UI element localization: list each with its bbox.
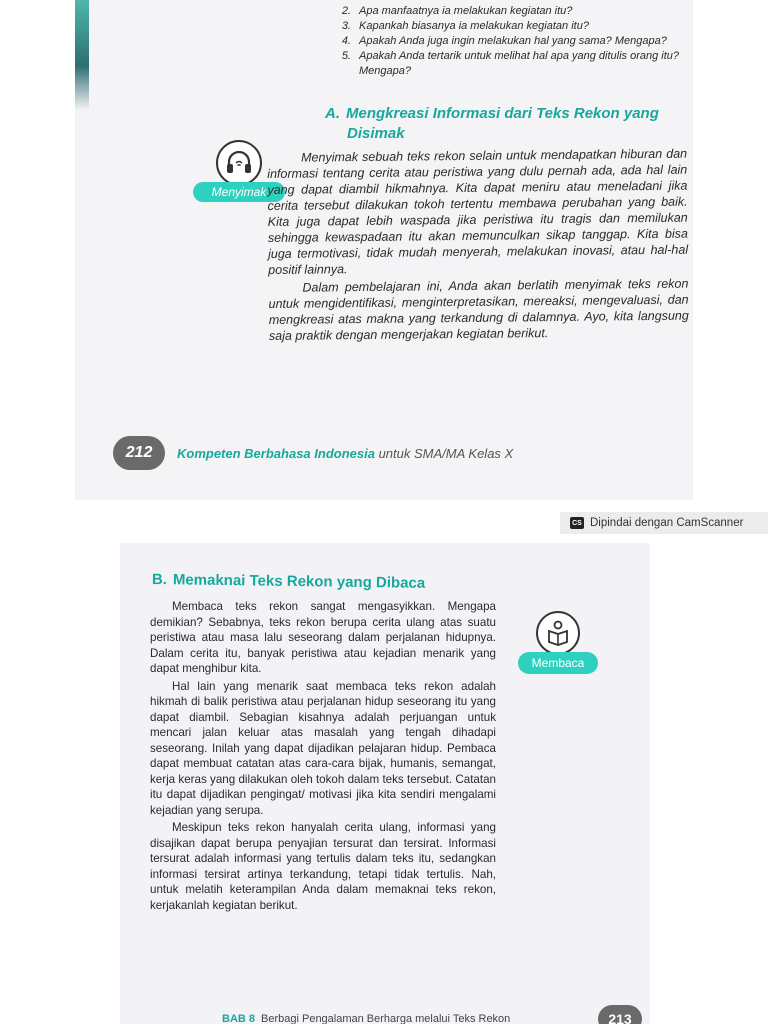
section-a-heading [325,104,693,144]
section-b-body [150,599,496,915]
section-title: Memaknai Teks Rekon yang Dibaca [172,571,426,592]
headphones-icon [216,140,262,186]
paragraph: Membaca teks rekon sangat mengasyikkan. Mengapa demikian? Sebabnya, teks rekon berupa cerita ulang atas suatu peristiwa atau masa lalu seseorang dalam perjalanan hidupnya. Dalam cerita itu, banyak peristiwa atau kejadian menarik yang dapat menghibur kita. [150,600,496,675]
question-item: 5. Apakah Anda tertarik untuk melihat hal apa yang ditulis orang itu? Mengapa? [341,50,680,77]
section-letter: B. [151,571,167,589]
book-reader-icon [536,611,580,655]
page-edge-decoration [75,0,89,110]
menyimak-label: Menyimak [193,182,285,202]
footer-chapter-title: Berbagi Pengalaman Berharga melalui Teks Rekon [261,1013,511,1024]
scanned-page-212 [75,0,693,500]
paragraph: Hal lain yang menarik saat membaca teks rekon adalah hikmah di balik peristiwa atau perjalanan hidup seseorang itu yang dapat diambil. Sebagian kisahnya adalah perjuangan untuk mencari jalan keluar atas masalah yang tengah dihadapi seseorang. Inilah yang dapat dijadikan pelajaran hidup. Pembaca dapat membuat catatan atas cara-cara bijak, humanis, semangat, kerja keras yang dilakukan oleh tokoh dalam teks tersebut. Catatan itu dapat dijadikan pengingat/ motivasi jika kita sendiri mengalami kejadian yang serupa. [150,679,496,817]
question-item: 2. Apa manfaatnya ia melakukan kegiatan itu? [341,5,573,17]
footer-book-title: Kompeten Berbahasa Indonesia [177,445,375,461]
membaca-label: Membaca [518,652,598,674]
footer-subtitle: untuk SMA/MA Kelas X [378,445,514,461]
page-footer [113,436,513,470]
scanned-page-213 [120,543,650,1024]
footer-chapter: BAB 8 [222,1013,256,1024]
membaca-badge [518,611,598,674]
page-footer [222,1005,642,1024]
paragraph: Meskipun teks rekon hanyalah cerita ulang, informasi yang disajikan dapat berupa penyajian tersurat dan tersirat. Informasi tersurat adalah informasi yang tertulis dalam teks itu, sedangkan informasi tersirat artinya terkandung, tetapi tidak tertulis. Nah, untuk melatih keterampilan Anda dalam memaknai teks rekon, kerjakanlah kegiatan berikut. [150,821,496,912]
section-title-line2: Disimak [347,125,405,142]
section-a-body [267,146,689,346]
camscanner-watermark [560,512,768,534]
section-b-heading [152,571,426,592]
question-list [337,4,693,79]
paragraph: Dalam pembelajaran ini, Anda akan berlatih menyimak teks rekon untuk mengidentifikasi, menginterpretasikan, mereaksi, mengevaluasi, dan mengkreasi atas makna yang terkandung di dalamnya. Ayo, kita langsung saja praktik dengan mengerjakan kegiatan berikut. [268,276,689,343]
page-number: 213 [598,1005,642,1024]
paragraph: Menyimak sebuah teks rekon selain untuk mendapatkan hiburan dan informasi tentang cerita atau peristiwa yang dulu pernah ada, ada hal lain yang dapat diambil hikmahnya. Kita dapat meniru atau meneladani jika cerita tersebut dilakukan tokoh tertentu membawa perubahan yang baik. Kita juga dapat lebih waspada jika peristiwa itu tragis dan memilukan sehingga kewaspadaan itu akan memunculkan sikap tanggap. Kita bisa juga termotivasi, tidak mudah menyerah, melakukan inovasi, atau hal-hal positif lainnya. [267,146,689,277]
camscanner-text: Dipindai dengan CamScanner [590,517,744,529]
camscanner-logo: CS [570,517,584,529]
section-title-line1: Mengkreasi Informasi dari Teks Rekon yang [346,105,659,122]
section-letter: A. [325,105,340,122]
question-item: 4. Apakah Anda juga ingin melakukan hal yang sama? Mengapa? [341,35,667,47]
question-item: 3. Kapankah biasanya ia melakukan kegiatan itu? [341,20,589,32]
page-number: 212 [113,436,165,470]
